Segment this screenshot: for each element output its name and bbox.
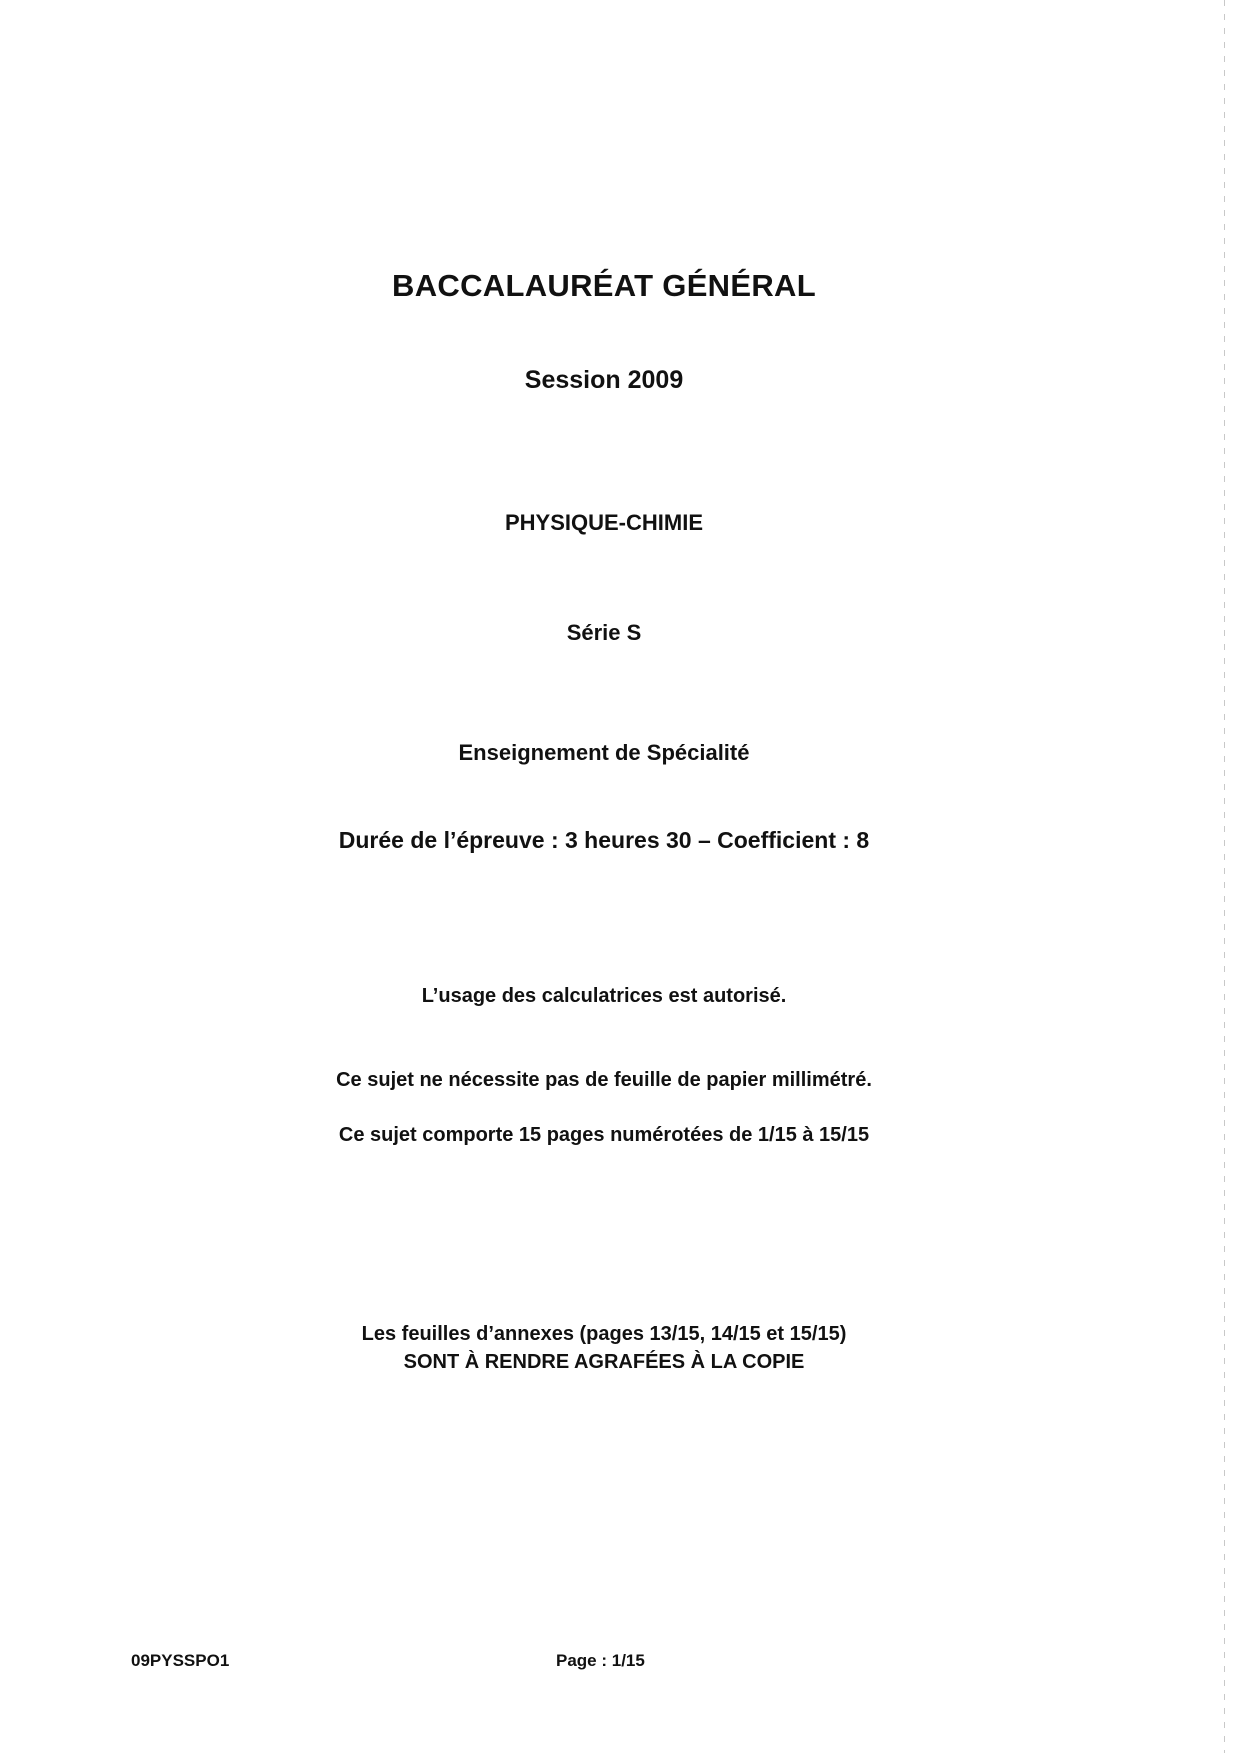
page-count-notice: Ce sujet comporte 15 pages numérotées de 1/15 à 15/15 xyxy=(338,1124,870,1146)
exam-session: Session 2009 xyxy=(524,366,684,394)
calculator-notice: L’usage des calculatrices est autorisé. xyxy=(421,985,787,1007)
paper-notice: Ce sujet ne nécessite pas de feuille de papier millimétré. xyxy=(336,1069,872,1091)
exam-title: BACCALAURÉAT GÉNÉRAL xyxy=(392,268,816,303)
annexes-instruction: SONT À RENDRE AGRAFÉES À LA COPIE xyxy=(403,1351,805,1373)
exam-serie: Série S xyxy=(566,620,642,645)
exam-subject: PHYSIQUE-CHIMIE xyxy=(504,510,704,535)
annexes-notice: Les feuilles d’annexes (pages 13/15, 14/15 et 15/15) xyxy=(361,1323,847,1345)
exam-duration: Durée de l’épreuve : 3 heures 30 – Coefficient : 8 xyxy=(338,827,870,853)
exam-enseignement: Enseignement de Spécialité xyxy=(458,740,750,765)
scan-edge-artifact xyxy=(1224,0,1225,1753)
footer-code: 09PYSSPO1 xyxy=(131,1651,230,1670)
footer-page-number: Page : 1/15 xyxy=(556,1651,645,1670)
